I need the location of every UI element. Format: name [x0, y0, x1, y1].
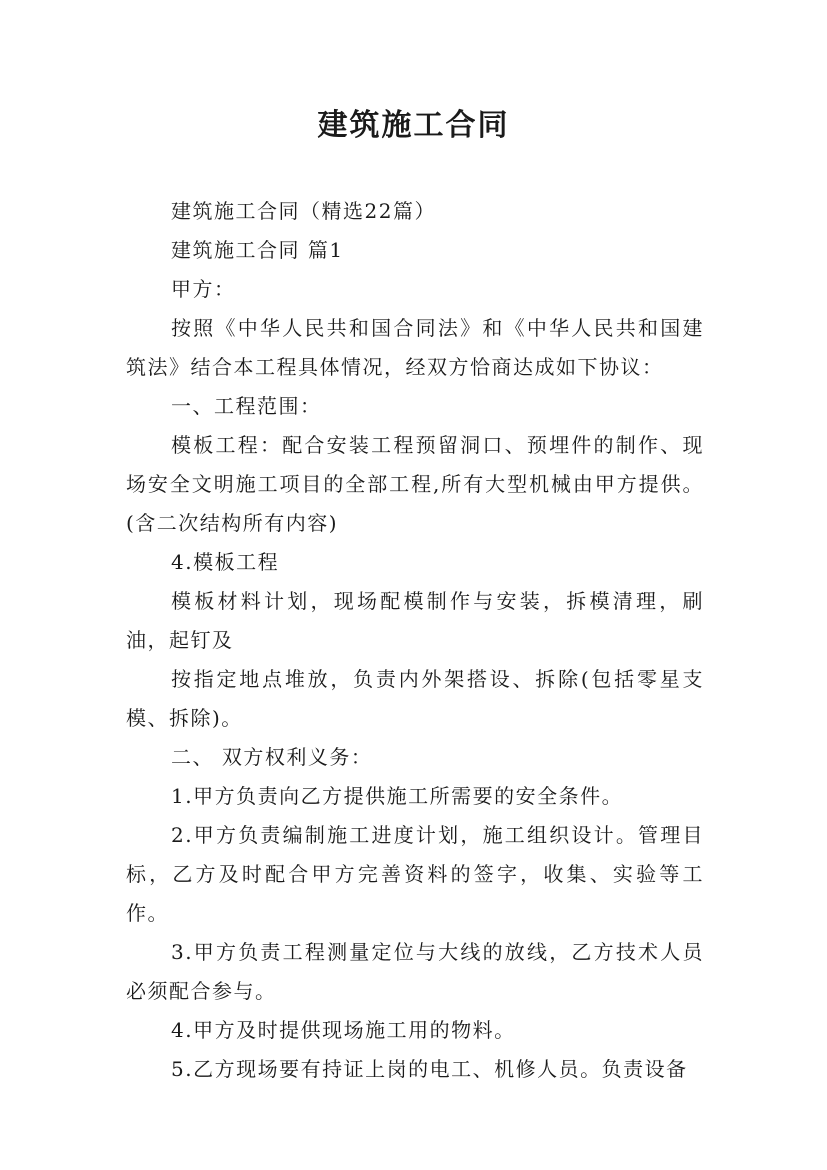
paragraph-obligation-2: 2.甲方负责编制施工进度计划，施工组织设计。管理目标，乙方及时配合甲方完善资料的签字，收集、实验等工作。: [126, 823, 704, 925]
paragraph-obligation-3: 3.甲方负责工程测量定位与大线的放线，乙方技术人员必须配合参与。: [126, 940, 704, 1003]
paragraph-section-heading: 建筑施工合同 篇1: [171, 238, 344, 262]
paragraph-rights-heading: 二、 双方权利义务：: [171, 745, 373, 769]
paragraph-formwork-item: 4.模板工程: [171, 550, 280, 574]
paragraph-obligation-1: 1.甲方负责向乙方提供施工所需要的安全条件。: [171, 784, 624, 808]
paragraph-scope-heading: 一、工程范围：: [171, 394, 322, 418]
paragraph-stacking: 按指定地点堆放，负责内外架搭设、拆除(包括零星支模、拆除)。: [126, 667, 704, 730]
document-title: 建筑施工合同: [317, 108, 510, 143]
paragraph-formwork-plan: 模板材料计划，现场配模制作与安装，拆模清理，刷油，起钉及: [126, 589, 704, 652]
document-body: [126, 192, 704, 1089]
paragraph-obligation-4: 4.甲方及时提供现场施工用的物料。: [171, 1018, 516, 1042]
paragraph-subtitle: 建筑施工合同（精选22篇）: [171, 199, 436, 223]
paragraph-preamble: 按照《中华人民共和国合同法》和《中华人民共和国建筑法》结合本工程具体情况，经双方恰商达成如下协议：: [126, 316, 704, 379]
paragraph-formwork-scope: 模板工程：配合安装工程预留洞口、预埋件的制作、现场安全文明施工项目的全部工程,所有大型机械由甲方提供。(含二次结构所有内容): [126, 433, 704, 535]
paragraph-obligation-5: 5.乙方现场要有持证上岗的电工、机修人员。负责设备: [171, 1057, 688, 1081]
paragraph-party-a: 甲方：: [171, 277, 236, 301]
